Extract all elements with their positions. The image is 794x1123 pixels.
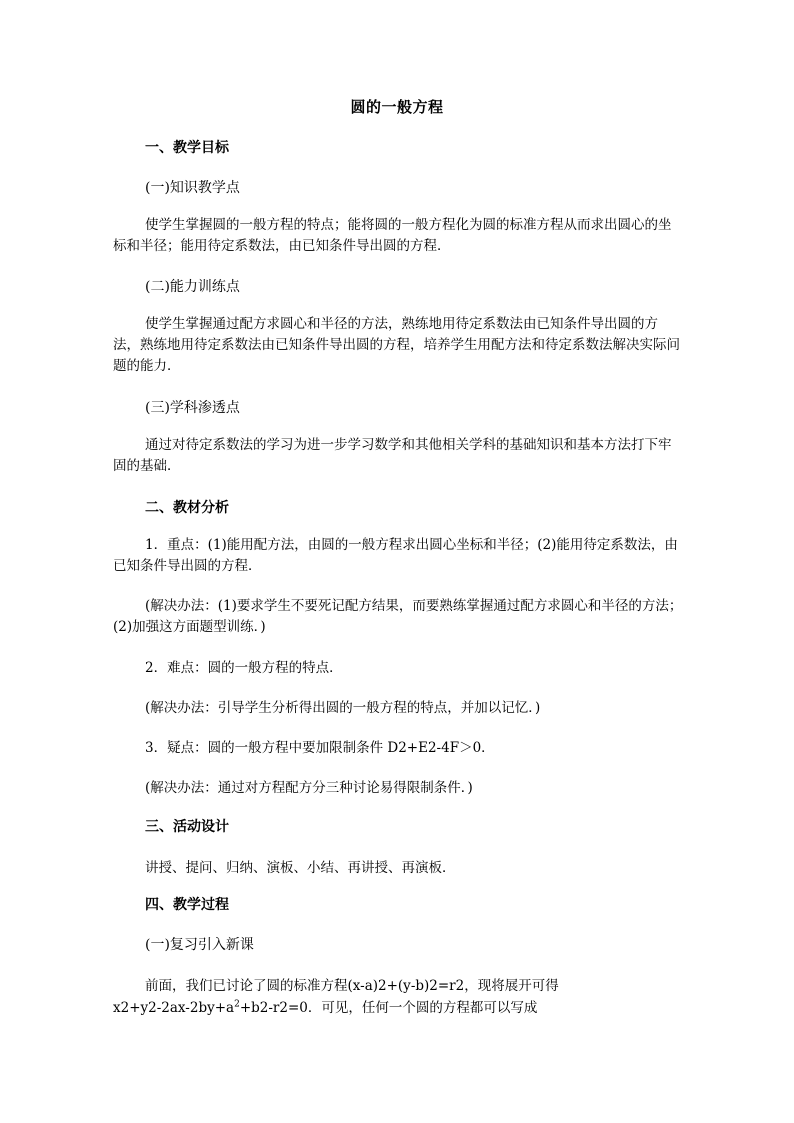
page-title: 圆的一般方程 [350,98,444,116]
subheading-knowledge: (一)知识教学点 [145,180,240,196]
analysis-difficulty: 2．难点：圆的一般方程的特点． [145,660,343,676]
paragraph-ability: 使学生掌握通过配方求圆心和半径的方法，熟练地用待定系数法由已知条件导出圆的方法，熟练地用待定系数法由已知条件导出圆的方程，培养学生用配方法和待定系数法解决实际问题的能力． [113,316,680,374]
activity-text: 讲授、提问、归纳、演板、小结、再讲授、再演板． [145,860,456,876]
section-heading-analysis: 二、教材分析 [145,500,229,516]
equation-part-a: x2+y2-2ax-2by+a [113,1000,235,1016]
review-paragraph-line1: 前面，我们已讨论了圆的标准方程(x-a)2+(y-b)2=r2，现将展开可得 [145,978,559,994]
subheading-review: (一)复习引入新课 [145,937,254,953]
superscript-two: 2 [234,999,240,1010]
section-heading-activity: 三、活动设计 [145,819,229,835]
subheading-ability: (二)能力训练点 [145,279,240,295]
equation-part-b: +b2-r2=0．可见，任何一个圆的方程都可以写成 [239,1000,538,1016]
paragraph-knowledge: 使学生掌握圆的一般方程的特点；能将圆的一般方程化为圆的标准方程从而求出圆心的坐标和半径；能用待定系数法，由已知条件导出圆的方程． [113,217,672,254]
paragraph-discipline: 通过对待定系数法的学习为进一步学习数学和其他相关学科的基础知识和基本方法打下牢固的基础． [113,437,672,474]
subheading-discipline: (三)学科渗透点 [145,400,240,416]
analysis-difficulty-solution: (解决办法：引导学生分析得出圆的一般方程的特点，并加以记忆．) [145,700,541,716]
review-paragraph-line2 [113,996,537,1016]
analysis-doubt-solution: (解决办法：通过对方程配方分三种讨论易得限制条件．) [145,780,473,796]
analysis-key-point: 1．重点：(1)能用配方法，由圆的一般方程求出圆心坐标和半径；(2)能用待定系数法，由已知条件导出圆的方程． [113,537,678,574]
section-heading-process: 四、教学过程 [145,897,229,913]
analysis-key-solution: (解决办法：(1)要求学生不要死记配方结果，而要熟练掌握通过配方求圆心和半径的方法；(2)加强这方面题型训练．) [113,598,683,635]
analysis-doubt: 3．疑点：圆的一般方程中要加限制条件 D2+E2-4F＞0． [145,740,495,756]
section-heading-objectives: 一、教学目标 [145,140,229,156]
